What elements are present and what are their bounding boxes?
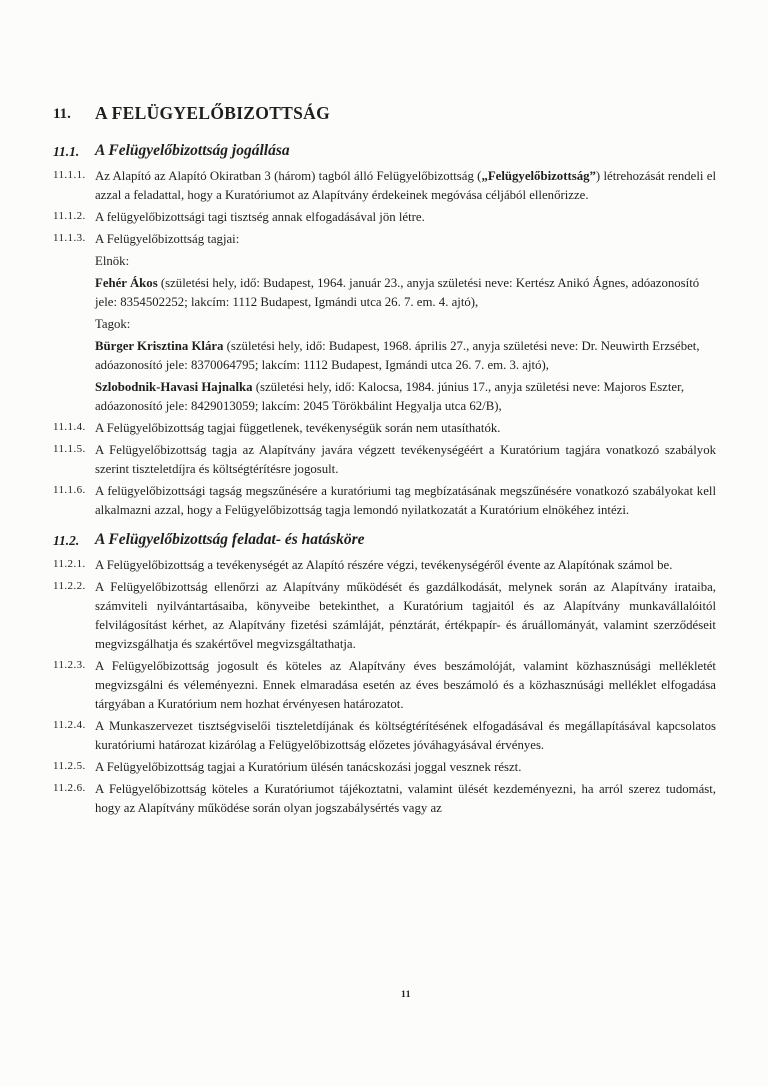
member-details: (születési hely, idő: Kalocsa, 1984. június 17., anyja születési neve: Majoros Eszter, adóazonosító jele: 8429013059; lakcím: 2045 Törökbálint Hegyalja utca 62/B), (95, 380, 685, 413)
document-content (53, 103, 716, 821)
paragraph-text: A Felügyelőbizottság tagjai függetlenek, tevékenységük során nem utasíthatók. (95, 421, 501, 435)
member-details: (születési hely, idő: Budapest, 1964. január 23., anyja születési neve: Kertész Anikó Ágnes, adóazonosító jele: 8354502252; lakcím: 1112 Budapest, Igmándi utca 26. 7. em. 4. ajtó), (95, 276, 700, 309)
paragraph-text: A Felügyelőbizottság a tevékenységét az Alapító részére végzi, tevékenységéről évente az Alapítónak számol be. (95, 558, 673, 572)
paragraph-11-2-4 (53, 717, 716, 755)
chair-label (95, 252, 716, 271)
paragraph-11-1-3 (53, 230, 716, 249)
paragraph-11-1-6 (53, 482, 716, 520)
member-text (95, 339, 700, 372)
paragraph-number: 11.1.2. (53, 210, 86, 222)
paragraph-number: 11.1.3. (53, 232, 86, 244)
paragraph-11-1-1 (53, 167, 716, 205)
paragraph-11-2-3 (53, 657, 716, 714)
paragraph-11-2-5 (53, 758, 716, 777)
paragraph-number: 11.2.2. (53, 580, 86, 592)
section-heading-11-1 (53, 142, 716, 160)
member-entry-2 (95, 378, 716, 416)
paragraph-text-segment: ) létrehozását rendeli el azzal a feladattal, hogy a Kuratóriumot az Alapítvány érdekeinek megóvása céljából ellenőrizze. (95, 169, 716, 202)
paragraph-text-segment: Az Alapító az Alapító Okiratban 3 (három) tagból álló Felügyelőbizottság ( (95, 169, 482, 183)
member-entry-1 (95, 337, 716, 375)
member-name: Fehér Ákos (95, 276, 158, 290)
paragraph-number: 11.2.1. (53, 558, 86, 570)
main-heading-title: A FELÜGYELŐBIZOTTSÁG (95, 103, 331, 123)
paragraph-text: A felügyelőbizottsági tagi tisztség annak elfogadásával jön létre. (95, 210, 425, 224)
paragraph-11-1-4 (53, 419, 716, 438)
paragraph-number: 11.1.4. (53, 421, 86, 433)
paragraph-text: A Felügyelőbizottság ellenőrzi az Alapítvány működését és gazdálkodását, melynek során az Alapítvány irataiba, számviteli nyilvántartásaiba, könyveibe betekinthet, a Kuratórium tagjaitól és az Alapítvány munkavállalóitól felvilágosítást kérhet, az Alapítvány fizetési számláját, pénztárát, értékpapír- és áruállományát, valamint szerződéseit megvizsgálhatja és szakértővel megvizsgáltathatja. (95, 580, 716, 651)
paragraph-number: 11.1.5. (53, 443, 86, 455)
paragraph-11-2-2 (53, 578, 716, 654)
paragraph-number: 11.2.6. (53, 782, 86, 794)
paragraph-text: A Munkaszervezet tisztségviselői tiszteletdíjának és költségtérítésének elfogadásával és megállapításával kapcsolatos kuratóriumi határozat kizárólag a Felügyelőbizottság előzetes jóváhagyásával érvényes. (95, 719, 716, 752)
section-heading-number: 11.1. (53, 144, 80, 159)
members-label (95, 315, 716, 334)
section-heading-11-2 (53, 531, 716, 549)
paragraph-number: 11.2.3. (53, 659, 86, 671)
page-number: 11 (401, 990, 411, 1000)
section-heading-title: A Felügyelőbizottság jogállása (95, 142, 290, 159)
paragraph-text: A Felügyelőbizottság tagjai a Kuratórium ülésén tanácskozási joggal vesznek részt. (95, 760, 522, 774)
paragraph-number: 11.2.4. (53, 719, 86, 731)
member-name: Szlobodnik-Havasi Hajnalka (95, 380, 253, 394)
paragraph-11-2-6 (53, 780, 716, 818)
paragraph-text (95, 167, 716, 205)
paragraph-11-1-5 (53, 441, 716, 479)
paragraph-text: A Felügyelőbizottság köteles a Kuratóriumot tájékoztatni, valamint ülését kezdeményezni, ha arról szerez tudomást, hogy az Alapítvány működése során olyan jogszabálysértés vagy az (95, 782, 716, 815)
paragraph-number: 11.1.6. (53, 484, 86, 496)
paragraph-number: 11.2.5. (53, 760, 86, 772)
paragraph-text: A Felügyelőbizottság tagjai: (95, 232, 240, 246)
paragraph-11-1-2 (53, 208, 716, 227)
main-heading-number: 11. (53, 106, 71, 122)
section-heading-title: A Felügyelőbizottság feladat- és hatásköre (95, 531, 365, 548)
page-footer (0, 990, 768, 1004)
paragraph-11-2-1 (53, 556, 716, 575)
paragraph-text: A Felügyelőbizottság tagja az Alapítvány javára végzett tevékenységéért a Kuratórium tagjára vonatkozó szabályok szerint tiszteletdíjra és költségtérítésre jogosult. (95, 443, 716, 476)
main-heading (53, 103, 716, 124)
label-text: Tagok: (95, 317, 131, 331)
member-text (95, 380, 684, 413)
paragraph-number: 11.1.1. (53, 169, 86, 181)
paragraph-text: A Felügyelőbizottság jogosult és köteles az Alapítvány éves beszámolóját, valamint közhasznúsági mellékletét megvizsgálni és véleményezni. Ennek elmaradása esetén az éves beszámoló és a közhasznúsági melléklet elfogadása tárgyában a Kuratórium nem hozhat érvényesen határozatot. (95, 659, 716, 711)
member-name: Bürger Krisztina Klára (95, 339, 224, 353)
member-text (95, 276, 699, 309)
member-details: (születési hely, idő: Budapest, 1968. április 27., anyja születési neve: Dr. Neuwirth Erzsébet, adóazonosító jele: 8370064795; lakcím: 1112 Budapest, Igmándi utca 26. 7. em. 3. ajtó), (95, 339, 700, 372)
paragraph-text-bold: „Felügyelőbizottság” (481, 169, 596, 183)
label-text: Elnök: (95, 254, 130, 268)
paragraph-text: A felügyelőbizottsági tagság megszűnésére a kuratóriumi tag megbízatásának megszűnésére vonatkozó szabályokat kell alkalmazni azzal, hogy a Felügyelőbizottság tagja lemondó nyilatkozatát a Kuratórium elnökéhez intézi. (95, 484, 716, 517)
section-heading-number: 11.2. (53, 533, 80, 548)
member-entry-chair (95, 274, 716, 312)
